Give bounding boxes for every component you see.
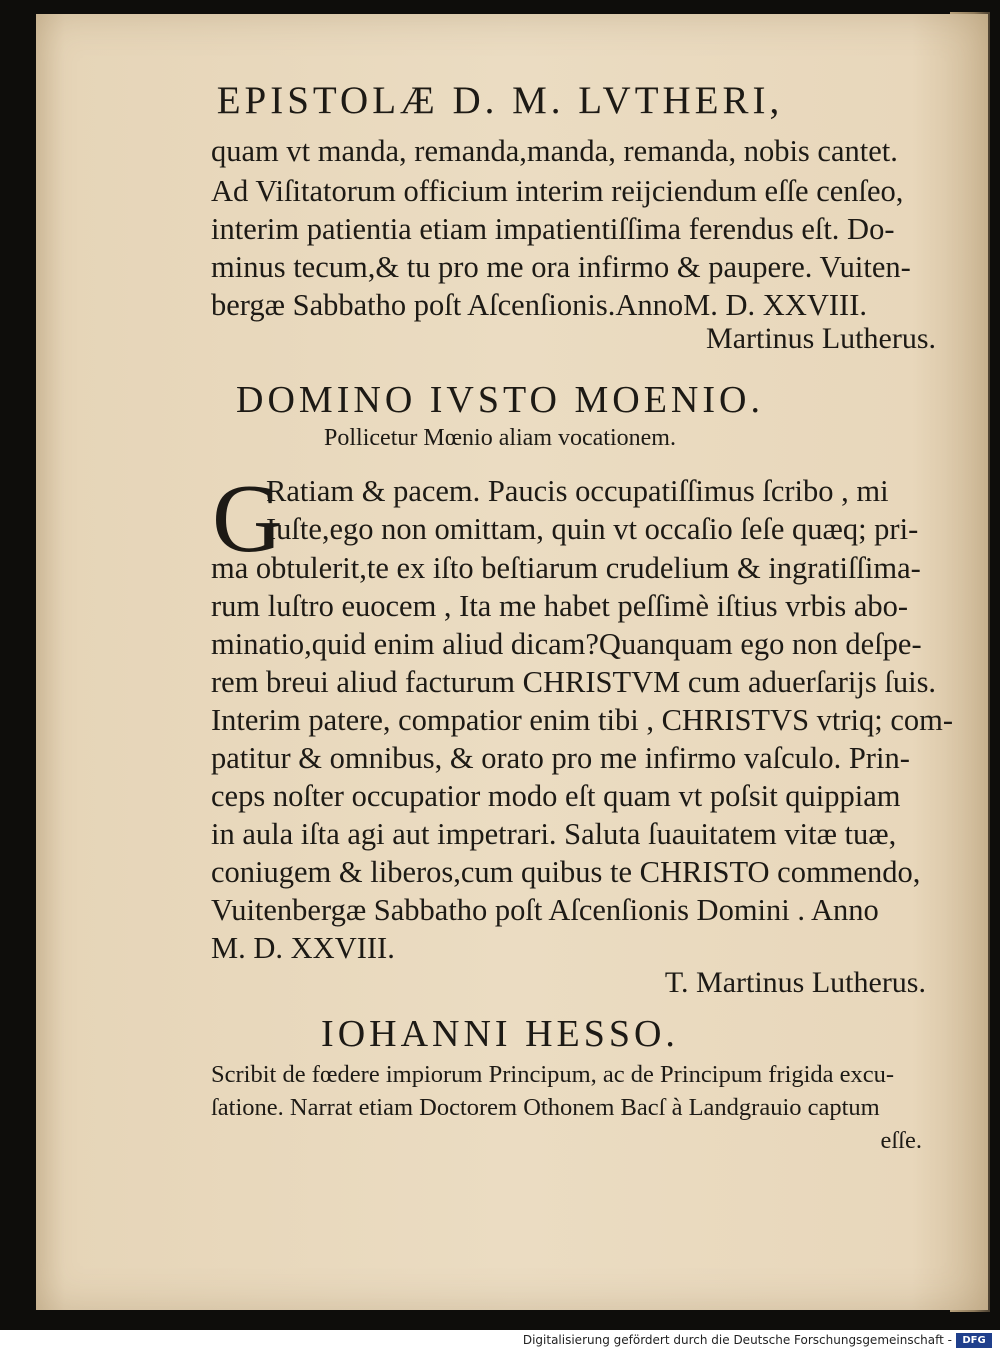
letter2-line: Interim patere, compatior enim tibi , CHRISTVS vtriq; com- bbox=[211, 703, 954, 737]
letter2-line: ceps noſter occupatior modo eſt quam vt poſsit quippiam bbox=[211, 779, 901, 813]
running-head: EPISTOLÆ D. M. LVTHERI, bbox=[216, 79, 784, 122]
letter2-heading: DOMINO IVSTO MOENIO. bbox=[236, 379, 764, 421]
footer-bar bbox=[0, 1330, 1000, 1352]
letter1-line: bergæ Sabbatho poſt Aſcenſionis.AnnoM. D. XXVIII. bbox=[211, 288, 867, 322]
letter1-line: Ad Viſitatorum officium interim reijciendum eſſe cenſeo, bbox=[211, 174, 904, 208]
dfg-logo: DFG bbox=[956, 1333, 992, 1348]
letter1-line: minus tecum,& tu pro me ora infirmo & paupere. Vuiten- bbox=[211, 250, 911, 284]
letter2-line: in aula iſta agi aut impetrari. Saluta ſuauitatem vitæ tuæ, bbox=[211, 817, 897, 851]
letter2-line: patitur & omnibus, & orato pro me infirmo vaſculo. Prin- bbox=[211, 741, 910, 775]
letter2-line: Vuitenbergæ Sabbatho poſt Aſcenſionis Domini . Anno bbox=[211, 893, 879, 927]
letter2-line: Iuſte,ego non omittam, quin vt occaſio ſeſe quæq; pri- bbox=[266, 512, 919, 546]
drop-capital: G bbox=[212, 465, 283, 573]
letter2-line: minatio,quid enim aliud dicam?Quanquam ego non deſpe- bbox=[211, 627, 922, 661]
letter2-line: ma obtulerit,te ex iſto beſtiarum crudelium & ingratiſſima- bbox=[211, 551, 921, 585]
funding-credit: Digitalisierung gefördert durch die Deutsche Forschungsgemeinschaft - bbox=[522, 1333, 952, 1347]
letter1-signature: Martinus Lutherus. bbox=[706, 322, 936, 355]
letter1-line: interim patientia etiam impatientiſſima ferendus eſt. Do- bbox=[211, 212, 895, 246]
letter2-summary: Pollicetur Mœnio aliam vocationem. bbox=[324, 425, 676, 451]
letter1-line: quam vt manda, remanda,manda, remanda, nobis cantet. bbox=[211, 134, 898, 168]
letter2-line: coniugem & liberos,cum quibus te CHRISTO commendo, bbox=[211, 855, 921, 889]
letter2-line: Ratiam & pacem. Paucis occupatiſſimus ſcribo , mi bbox=[266, 474, 889, 508]
letter3-heading: IOHANNI HESSO. bbox=[321, 1013, 679, 1055]
letter2-line: rem breui aliud facturum CHRISTVM cum aduerſarijs ſuis. bbox=[211, 665, 937, 699]
letter2-line: M. D. XXVIII. bbox=[211, 931, 395, 965]
letter3-summary-line: Scribit de fœdere impiorum Principum, ac de Principum frigida excu- bbox=[211, 1061, 895, 1088]
letter2-line: rum luſtro euocem , Ita me habet peſſimè iſtius vrbis abo- bbox=[211, 589, 909, 623]
letter3-summary-line: eſſe. bbox=[880, 1127, 922, 1154]
letter2-signature: T. Martinus Lutherus. bbox=[664, 966, 926, 999]
letter3-summary-line: ſatione. Narrat etiam Doctorem Othonem Bacſ à Landgrauio captum bbox=[211, 1094, 880, 1121]
